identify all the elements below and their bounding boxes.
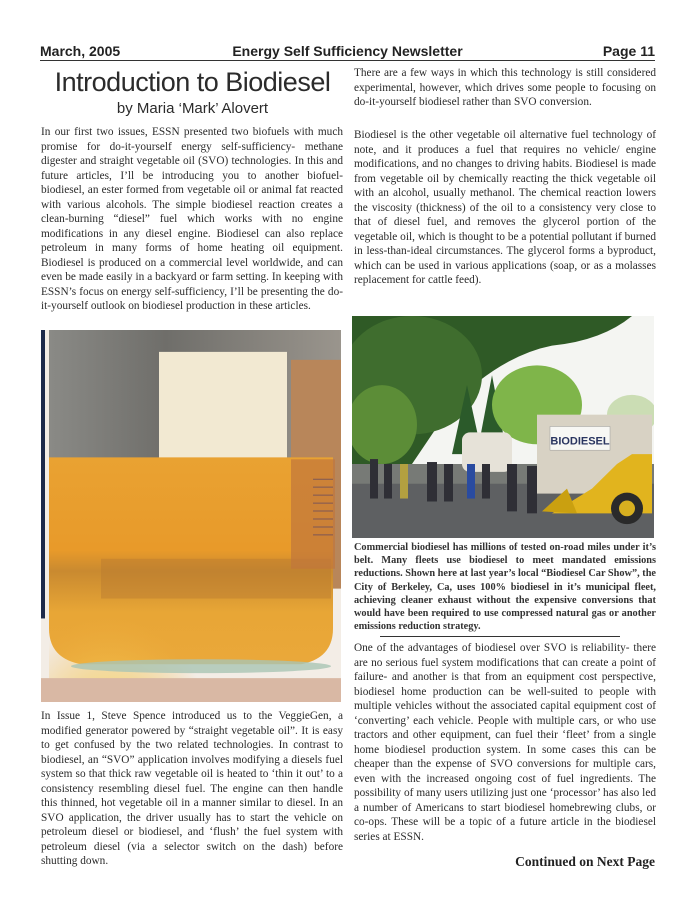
paragraph-veggiegen <box>41 709 343 869</box>
caption-divider <box>380 636 620 637</box>
paragraph-text: One of the advantages of biodiesel over SVO is reliability- there are no serious fuel system modifications that can create a point of failure- and another is that from an equipment cost perspective, biodiesel home production can be well-suited to people with multiple vehicles without the associated capital equipment cost of ‘converting’ each vehicle. People with multiple cars, or who use tractors and other equipment, can fuel their ‘fleet’ from a single home biodiesel production system. In some cases this can be cheaper than the expense of SVO conversions for multiple cars, even with the increased ongoing cost of fuel ingredients. The possibility of many users utilizing just one ‘processor’ has also led a number of Americans to start biodiesel homebrewing clubs, or co-ops. These will be a topic of a future article in the biodiesel series at ESSN. <box>354 642 656 843</box>
paragraph-intro <box>41 125 343 314</box>
page-number: Page 11 <box>602 43 655 59</box>
truck-sign: BIODIESEL <box>550 435 610 448</box>
paragraph-text: In Issue 1, Steve Spence introduced us to the VeggieGen, a modified generator powered by “straight vegetable oil”. It is easy to get confused by the two related technologies. In contrast to biodiesel, an “SVO” application involves modifying a diesels fuel system so that thick raw vegetable oil is heated to ‘thin it out’ to a consistency resembling diesel fuel. The engine can then handle this thinned, hot vegetable oil in a manner similar to diesel. In an SVO application, the driver usually has to start the vehicle on petroleum diesel or biodiesel, and ‘flush’ the fuel system with petroleum diesel (via a selector switch on the dash) before shutting down. <box>41 710 343 867</box>
paragraph-text: In our first two issues, ESSN presented two biofuels with much promise for do-it-yourself energy self-sufficiency- methane digester and straight vegetable oil (SVO) technologies. In this and future articles, I’ll be introducing you to another biofuel- biodiesel, an ester formed from vegetable oil or animal fat reacted with various alcohols. The simple biodiesel reaction creates a clean-burning “diesel” fuel which works with no engine modifications in any diesel engine. Biodiesel can also replace petroleum in many forms of home heating oil equipment. Biodiesel is produced on a commercial level worldwide, and can even be made easily in a backyard or farm setting. In keeping with ESSN’s focus on energy self-sufficiency, I’ll be presenting the do-it-yourself outlook on biodiesel production in these articles. <box>41 126 343 312</box>
car-show-image <box>352 316 654 538</box>
publication-title: Energy Self Sufficiency Newsletter <box>232 43 463 59</box>
article-title: Introduction to Biodiesel <box>54 67 331 97</box>
issue-date: March, 2005 <box>40 43 121 59</box>
paragraph-text: There are a few ways in which this technology is still considered experimental, however, which drives some people to focusing on do-it-yourself biodiesel rather than SVO conversion. <box>354 67 656 108</box>
caption-text: Commercial biodiesel has millions of tested on-road miles under it’s belt. Many fleets use biodiesel to meet mandated emissions reductions. Shown here at last year’s local “Biodiesel Car Show”, the City of Berkeley, Ca, uses 100% biodiesel in it’s municipal fleet, achieving cleaner exhaust without the expensive conversions that would have been required to use compressed natural gas or another emissions reduction strategy. <box>354 542 656 633</box>
continued-link: Continued on Next Page <box>515 854 655 869</box>
paragraph-text: Biodiesel is the other vegetable oil alternative fuel technology of note, and it produces a fuel that requires no vehicle/ engine modifications, and no changes to driving habits. Biodiesel is made from vegetable oil by chemically reacting the thick vegetable oil with an alcohol, usually methanol. The chemical reaction lowers the viscosity (thickness) of the oil to a consistency very close to that of diesel fuel, and removes the glycerol portion of the vegetable oil, which is thought to be a potential pollutant if burned in less-than-ideal circumstances. The glycerol forms a byproduct, which can be used in various applications (soap, or as a molasses replacement for cattle feed). <box>354 129 656 286</box>
car-show-photo <box>352 316 654 538</box>
paragraph-definition <box>354 128 656 288</box>
jar-image <box>41 330 341 702</box>
biodiesel-jar-photo <box>41 330 341 702</box>
photo-caption <box>354 541 656 633</box>
article-byline: by Maria ‘Mark’ Alovert <box>116 100 269 117</box>
page-header <box>40 42 655 61</box>
paragraph-advantages <box>354 641 656 844</box>
paragraph-experimental <box>354 66 656 110</box>
